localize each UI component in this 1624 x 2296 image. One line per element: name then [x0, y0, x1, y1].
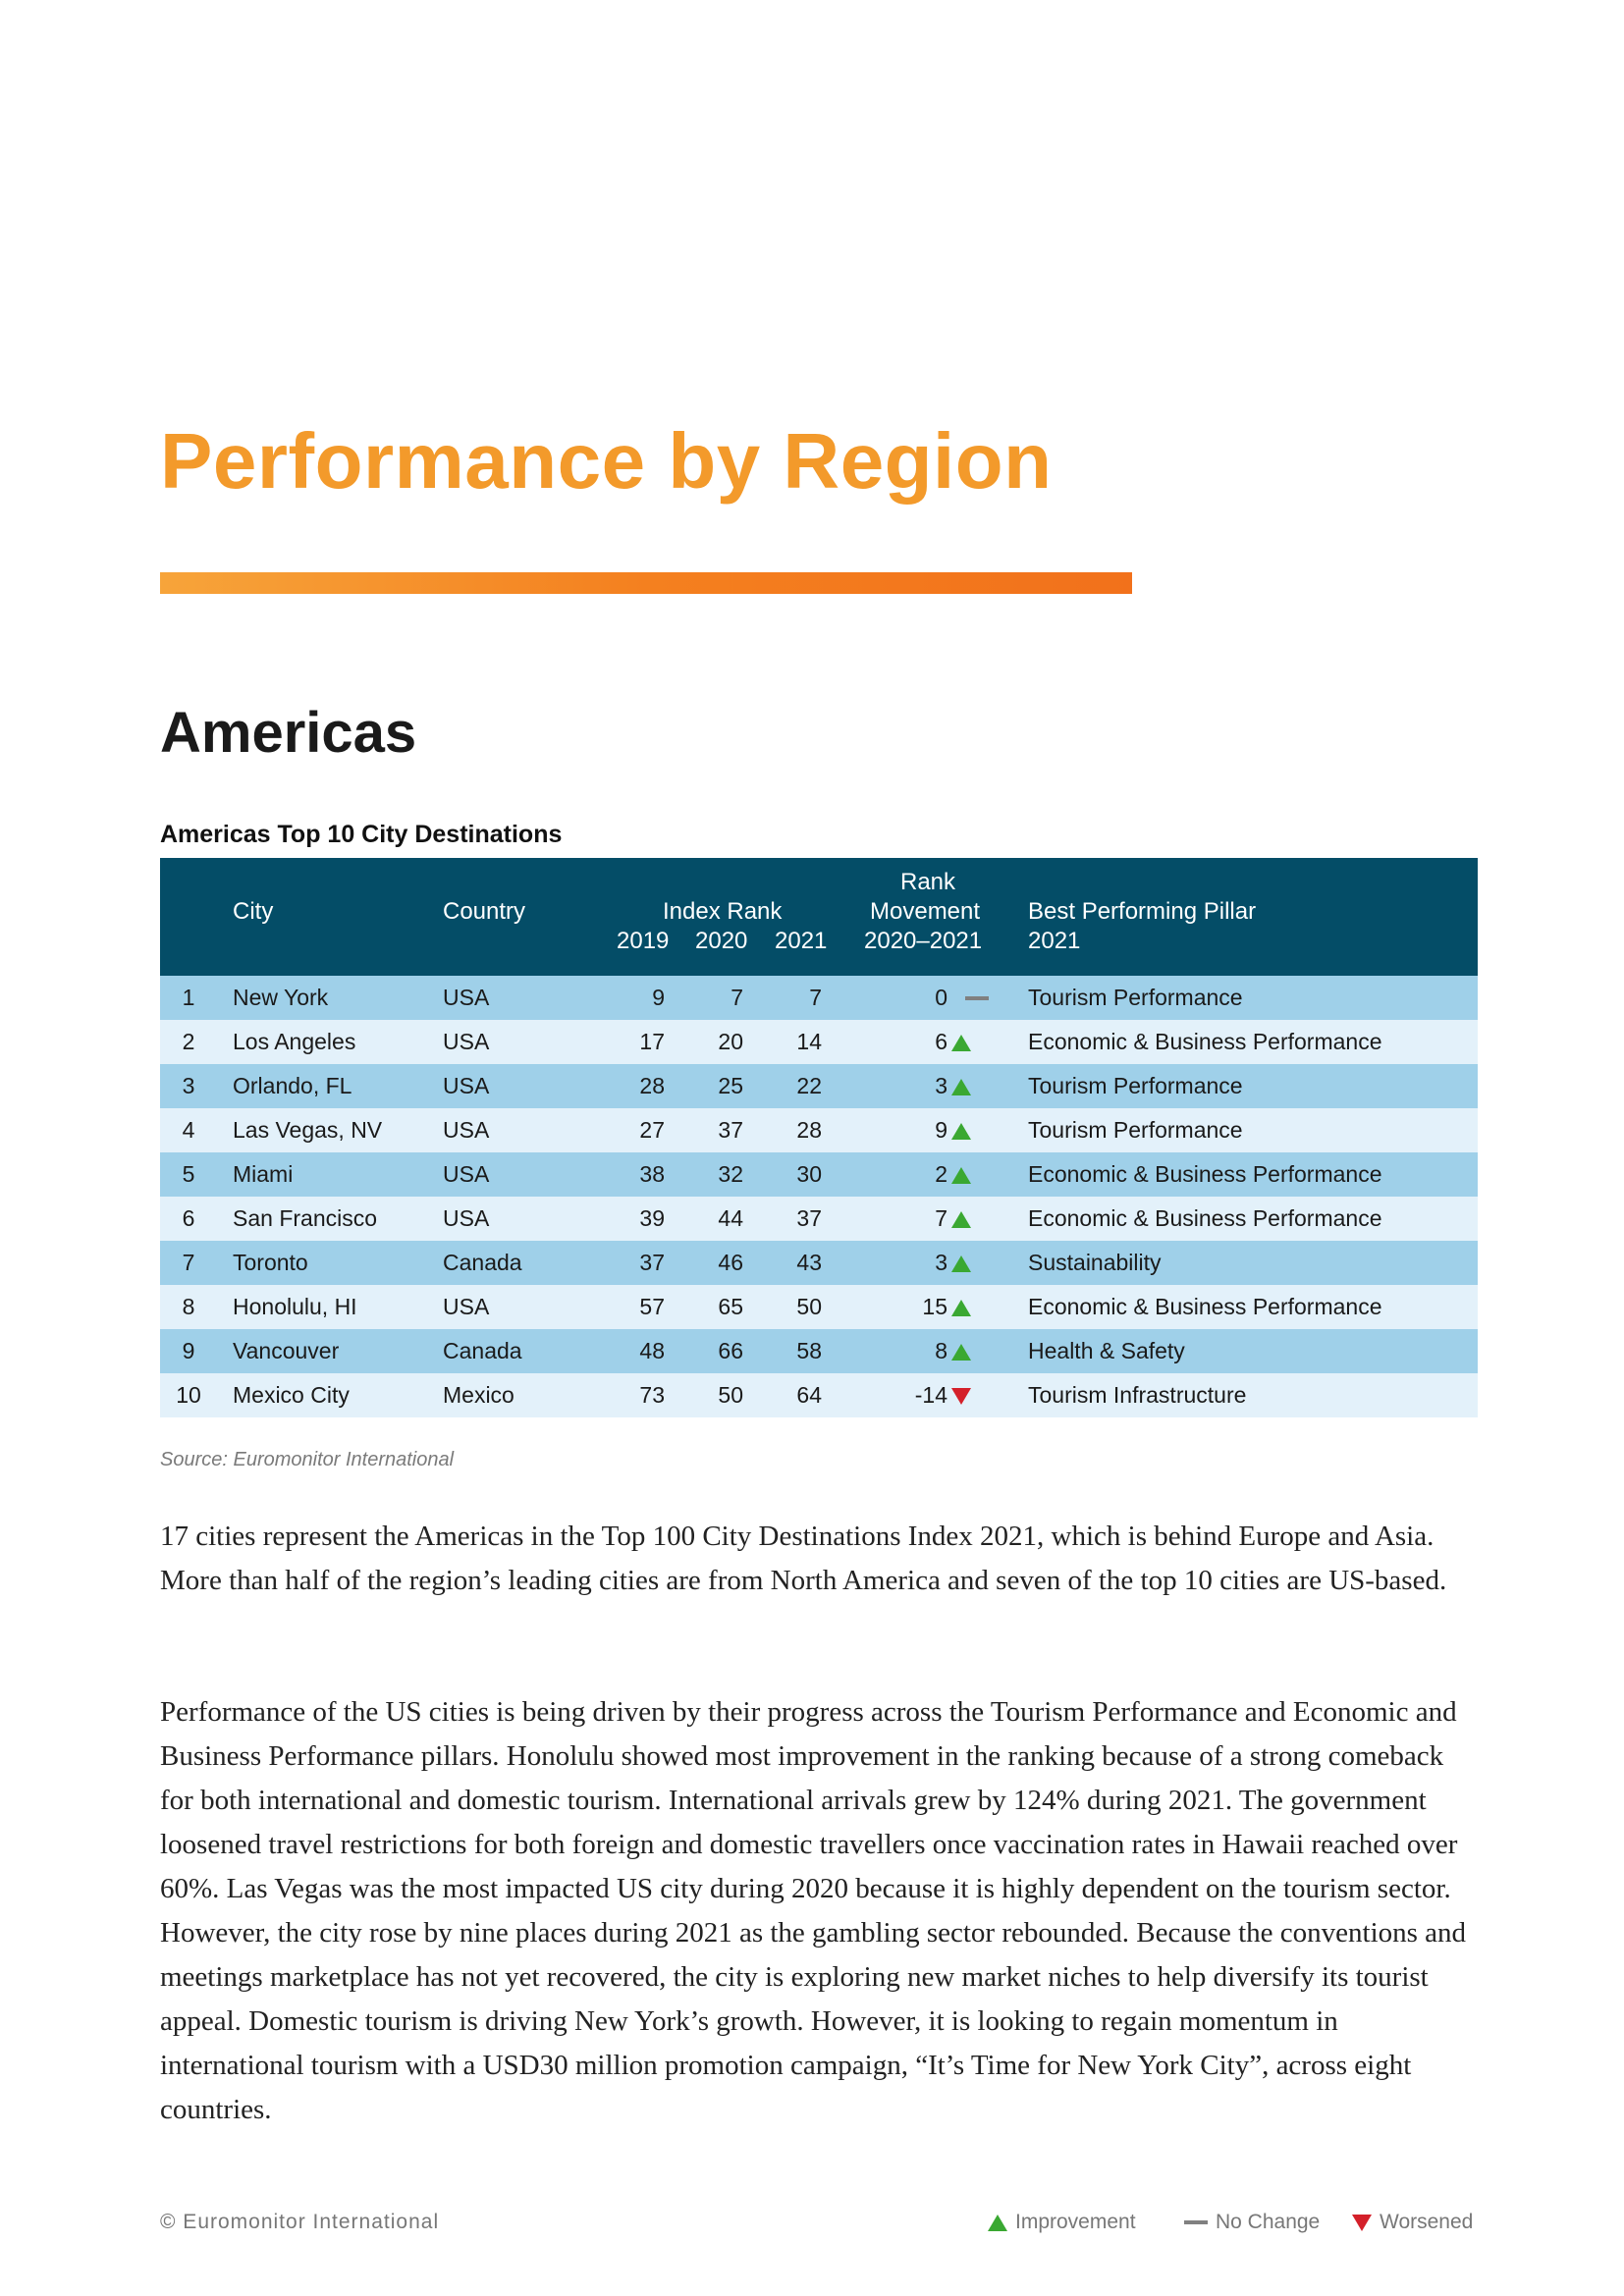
cell-city: Miami	[233, 1161, 294, 1187]
table-row	[160, 1373, 1478, 1417]
triangle-up-icon	[951, 1079, 973, 1095]
cell-2020: 20	[718, 1029, 743, 1054]
triangle-up-icon	[951, 1344, 973, 1360]
cell-2021: 14	[796, 1029, 822, 1054]
cell-2020: 37	[718, 1117, 743, 1143]
cell-2020: 50	[718, 1382, 743, 1408]
cell-country: USA	[443, 1205, 490, 1231]
cell-2019: 48	[639, 1338, 665, 1363]
cell-movement	[847, 1373, 1085, 1417]
cell-2020: 44	[718, 1205, 743, 1231]
cell-city: New York	[233, 985, 329, 1010]
table-header	[160, 858, 1478, 976]
cell-2019: 9	[652, 985, 665, 1010]
cell-pillar: Tourism Performance	[1028, 985, 1243, 1010]
cell-city: San Francisco	[233, 1205, 378, 1231]
table-row	[160, 1329, 1478, 1373]
cell-2019: 38	[639, 1161, 665, 1187]
cell-country: Mexico	[443, 1382, 514, 1408]
movement-value: 7	[935, 1205, 947, 1231]
cell-country: Canada	[443, 1338, 522, 1363]
header-2019: 2019	[617, 928, 670, 954]
triangle-up-icon	[951, 1167, 973, 1183]
cell-movement	[847, 1285, 1085, 1329]
cell-rank: 9	[182, 1338, 195, 1363]
cell-country: USA	[443, 1161, 490, 1187]
cell-movement	[847, 1329, 1085, 1373]
header-pillar-year: 2021	[1028, 928, 1081, 954]
cell-movement	[847, 1064, 1085, 1108]
cell-pillar: Economic & Business Performance	[1028, 1161, 1382, 1187]
table-row	[160, 1108, 1478, 1152]
cell-2021: 50	[796, 1294, 822, 1319]
header-index-rank: Index Rank	[663, 898, 783, 925]
cell-pillar: Tourism Performance	[1028, 1117, 1243, 1143]
cell-rank: 5	[182, 1161, 195, 1187]
cell-country: Canada	[443, 1250, 522, 1275]
cell-rank: 2	[182, 1029, 195, 1054]
region-heading: Americas	[160, 701, 417, 765]
table-source: Source: Euromonitor International	[160, 1449, 455, 1470]
cell-2019: 73	[639, 1382, 665, 1408]
cell-2020: 46	[718, 1250, 743, 1275]
legend-improvement	[988, 2211, 1136, 2234]
triangle-up-icon	[951, 1300, 973, 1315]
header-2021: 2021	[775, 928, 828, 954]
header-movement-period: 2020–2021	[864, 928, 983, 954]
triangle-down-icon	[951, 1388, 973, 1404]
triangle-down-icon	[1352, 2215, 1372, 2231]
cell-pillar: Economic & Business Performance	[1028, 1294, 1382, 1319]
cell-2021: 37	[796, 1205, 822, 1231]
legend-worsened	[1352, 2211, 1473, 2234]
legend-improvement-label: Improvement	[1015, 2211, 1136, 2233]
header-rank: Rank	[900, 869, 956, 895]
cell-pillar: Economic & Business Performance	[1028, 1029, 1382, 1054]
destinations-table	[160, 858, 1478, 1417]
header-movement: Movement	[870, 898, 981, 925]
header-country: Country	[443, 898, 526, 925]
header-2020: 2020	[695, 928, 748, 954]
header-city: City	[233, 898, 274, 925]
triangle-up-icon	[951, 1035, 973, 1050]
table-row	[160, 1241, 1478, 1285]
cell-2019: 17	[639, 1029, 665, 1054]
cell-city: Mexico City	[233, 1382, 350, 1408]
cell-2019: 37	[639, 1250, 665, 1275]
cell-rank: 8	[182, 1294, 195, 1319]
movement-value: 15	[922, 1294, 947, 1319]
cell-city: Las Vegas, NV	[233, 1117, 383, 1143]
cell-country: USA	[443, 985, 490, 1010]
cell-movement	[847, 976, 1085, 1020]
cell-movement	[847, 1241, 1085, 1285]
cell-country: USA	[443, 1294, 490, 1319]
triangle-up-icon	[951, 1123, 973, 1139]
movement-value: 3	[935, 1250, 947, 1275]
triangle-up-icon	[951, 1255, 973, 1271]
cell-2021: 7	[809, 985, 822, 1010]
cell-2020: 25	[718, 1073, 743, 1098]
cell-2020: 65	[718, 1294, 743, 1319]
table-row	[160, 1152, 1478, 1197]
table-row	[160, 1020, 1478, 1064]
cell-2020: 32	[718, 1161, 743, 1187]
cell-2021: 43	[796, 1250, 822, 1275]
cell-country: USA	[443, 1029, 490, 1054]
cell-2021: 28	[796, 1117, 822, 1143]
cell-city: Vancouver	[233, 1338, 340, 1363]
cell-country: USA	[443, 1117, 490, 1143]
cell-rank: 3	[182, 1073, 195, 1098]
legend-no-change-label: No Change	[1216, 2211, 1321, 2233]
cell-2021: 22	[796, 1073, 822, 1098]
cell-rank: 6	[182, 1205, 195, 1231]
cell-rank: 1	[182, 985, 195, 1010]
cell-country: USA	[443, 1073, 490, 1098]
legend-no-change	[1184, 2211, 1320, 2234]
triangle-up-icon	[988, 2215, 1007, 2231]
triangle-up-icon	[951, 1211, 973, 1227]
cell-2019: 28	[639, 1073, 665, 1098]
movement-value: 8	[935, 1338, 947, 1363]
body-paragraph-2: Performance of the US cities is being driven by their progress across the Tourism Performance and Economic and Business Performance pillars. Honolulu showed most improvement in the ranking because of a strong comeback for both international and domestic tourism. International arrivals grew by 124% during 2021. The government loosened travel restrictions for both foreign and domestic travellers once vaccination rates in Hawaii reached over 60%. Las Vegas was the most impacted US city during 2020 because it is highly dependent on the tourism sector. However, the city rose by nine places during 2021 as the gambling sector rebounded. Because the conventions and meetings marketplace has not yet recovered, the city is exploring new market niches to help diversify its tourist appeal. Domestic tourism is driving New York’s growth. However, it is looking to regain momentum in international tourism with a USD30 million promotion campaign, “It’s Time for New York City”, across eight countries.	[160, 1696, 1467, 2125]
table-body	[160, 976, 1478, 1417]
cell-pillar: Economic & Business Performance	[1028, 1205, 1382, 1231]
cell-2019: 27	[639, 1117, 665, 1143]
cell-movement	[847, 1020, 1085, 1064]
dash-icon	[1184, 2220, 1208, 2224]
page-title: Performance by Region	[160, 417, 1053, 505]
dash-icon	[965, 990, 987, 1006]
table-row	[160, 1285, 1478, 1329]
header-pillar: Best Performing Pillar	[1028, 898, 1257, 925]
cell-city: Honolulu, HI	[233, 1294, 357, 1319]
cell-2020: 7	[731, 985, 743, 1010]
table-caption: Americas Top 10 City Destinations	[160, 821, 563, 848]
cell-pillar: Health & Safety	[1028, 1338, 1185, 1363]
cell-city: Los Angeles	[233, 1029, 356, 1054]
cell-2019: 57	[639, 1294, 665, 1319]
cell-2021: 30	[796, 1161, 822, 1187]
movement-value: 3	[935, 1073, 947, 1098]
cell-2019: 39	[639, 1205, 665, 1231]
cell-city: Toronto	[233, 1250, 308, 1275]
cell-rank: 7	[182, 1250, 195, 1275]
cell-movement	[847, 1197, 1085, 1241]
cell-movement	[847, 1108, 1085, 1152]
cell-rank: 10	[176, 1382, 201, 1408]
table-row	[160, 1197, 1478, 1241]
table-row	[160, 1064, 1478, 1108]
title-divider	[160, 572, 1132, 594]
movement-value: 6	[935, 1029, 947, 1054]
cell-2021: 64	[796, 1382, 822, 1408]
table-row	[160, 976, 1478, 1020]
movement-value: -14	[914, 1382, 947, 1408]
cell-pillar: Sustainability	[1028, 1250, 1162, 1275]
cell-2020: 66	[718, 1338, 743, 1363]
movement-value: 0	[935, 985, 947, 1010]
legend-worsened-label: Worsened	[1380, 2211, 1474, 2233]
body-paragraph-1: 17 cities represent the Americas in the Top 100 City Destinations Index 2021, which is behind Europe and Asia. More than half of the region’s leading cities are from North America and seven of the top 10 cities are US-based.	[160, 1521, 1447, 1596]
cell-city: Orlando, FL	[233, 1073, 352, 1098]
cell-rank: 4	[182, 1117, 195, 1143]
footer-copyright: © Euromonitor International	[160, 2211, 440, 2233]
cell-pillar: Tourism Performance	[1028, 1073, 1243, 1098]
cell-2021: 58	[796, 1338, 822, 1363]
cell-movement	[847, 1152, 1085, 1197]
movement-value: 9	[935, 1117, 947, 1143]
cell-pillar: Tourism Infrastructure	[1028, 1382, 1247, 1408]
movement-value: 2	[935, 1161, 947, 1187]
